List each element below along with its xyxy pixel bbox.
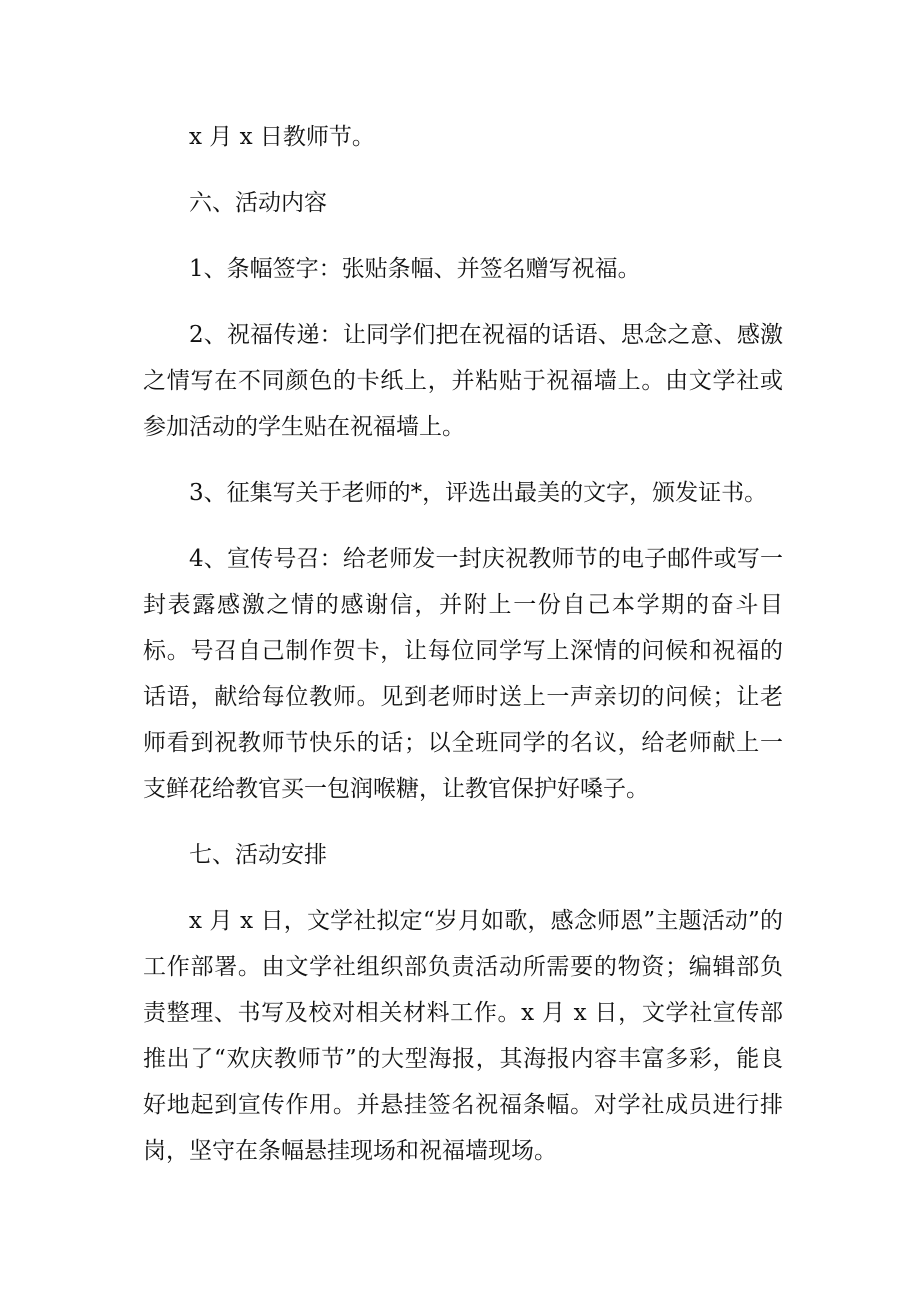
paragraph-date: x 月 x 日教师节。	[189, 124, 375, 150]
paragraph-schedule: x 月 x 日，文学社拟定“岁月如歌，感念师恩”主题活动”的工作部署。由文学社组织部负责活动所需要的物资；编辑部负责整理、书写及校对相关材料工作。x 月 x 日，文学社宣传部推出了“欢庆教师节”的大型海报，其海报内容丰富多彩，能良好地起到宣传作用。并悬挂签名祝福条幅。对学社成员进行排岗，坚守在条幅悬挂现场和祝福墙现场。	[143, 908, 783, 1164]
paragraph-item-2: 2、祝福传递：让同学们把在祝福的话语、思念之意、感激之情写在不同颜色的卡纸上，并粘贴于祝福墙上。由文学社或参加活动的学生贴在祝福墙上。	[143, 322, 783, 440]
document-body	[143, 114, 783, 1174]
paragraph-item-4: 4、宣传号召：给老师发一封庆祝教师节的电子邮件或写一封表露感激之情的感谢信，并附上一份自己本学期的奋斗目标。号召自己制作贺卡，让每位同学写上深情的问候和祝福的话语，献给每位教师。见到老师时送上一声亲切的问候；让老师看到祝教师节快乐的话；以全班同学的名议，给老师献上一支鲜花给教官买一包润喉糖，让教官保护好嗓子。	[143, 546, 783, 802]
paragraph-item-3: 3、征集写关于老师的*，评选出最美的文字，颁发证书。	[189, 480, 768, 506]
paragraph-item-1: 1、条幅签字：张贴条幅、并签名赠写祝福。	[189, 256, 641, 282]
section-heading-activity-content: 六、活动内容	[189, 190, 327, 216]
section-heading-activity-schedule: 七、活动安排	[189, 842, 327, 868]
